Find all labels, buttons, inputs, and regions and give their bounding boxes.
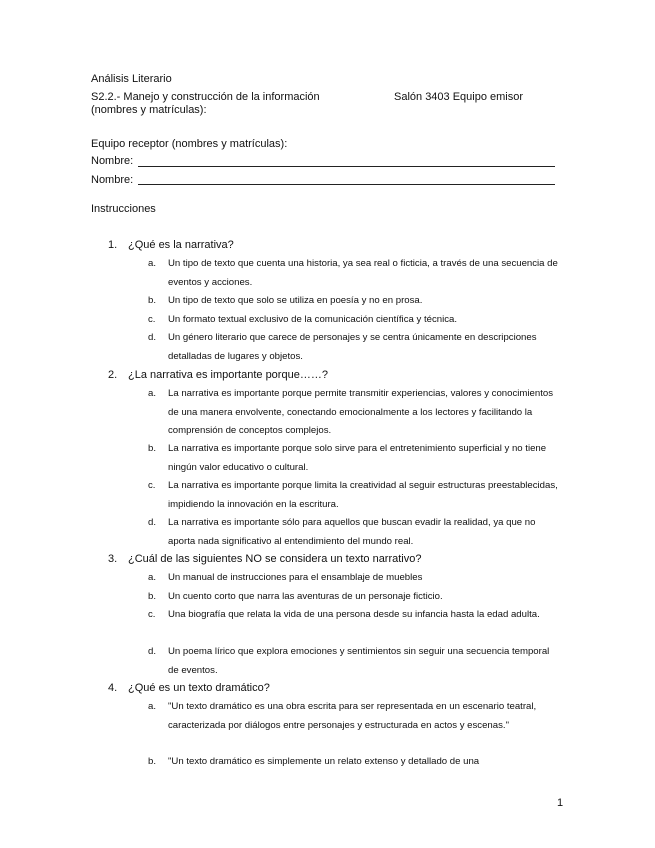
name1-line[interactable] [138, 166, 555, 167]
option-letter: d. [148, 332, 157, 343]
option-letter: d. [148, 517, 157, 528]
document-subtitle: S2.2.- Manejo y construcción de la información [91, 91, 320, 103]
option-text: Un género literario que carece de personajes y se centra únicamente en descripciones detalladas de lugares y objetos. [168, 332, 537, 362]
option-letter: a. [148, 572, 157, 583]
option-letter: b. [148, 756, 157, 767]
question-text: ¿Qué es un texto dramático? [128, 682, 270, 694]
option-text: Un tipo de texto que solo se utiliza en poesía y no en prosa. [168, 295, 423, 306]
instructions-heading: Instrucciones [91, 203, 156, 215]
question-number: 2. [108, 369, 118, 381]
question-1 [108, 239, 234, 251]
option-text: Un formato textual exclusivo de la comunicación científica y técnica. [168, 314, 458, 325]
option-letter: c. [148, 609, 156, 620]
option-letter: a. [148, 701, 157, 712]
name1-label: Nombre: [91, 155, 134, 167]
option-text: Un manual de instrucciones para el ensamblaje de muebles [168, 572, 423, 583]
option-letter: a. [148, 388, 157, 399]
option-text: Un cuento corto que narra las aventuras de un personaje ficticio. [168, 591, 443, 602]
option-text: La narrativa es importante porque limita la creatividad al seguir estructuras preestablecidas, impidiendo la innovación en la escritura. [168, 480, 558, 510]
option-text: La narrativa es importante porque solo sirve para el entretenimiento superficial y no tiene ningún valor educativo o cultural. [168, 443, 547, 473]
option-text: Una biografía que relata la vida de una persona desde su infancia hasta la edad adulta. [168, 609, 540, 620]
option-text: "Un texto dramático es simplemente un relato extenso y detallado de una [168, 756, 480, 767]
question-4 [108, 682, 270, 694]
option-letter: b. [148, 295, 157, 306]
option-text: "Un texto dramático es una obra escrita para ser representada en un escenario teatral, caracterizada por diálogos entre personajes y estructurada en actos y escenas." [168, 701, 537, 731]
option-letter: b. [148, 591, 157, 602]
question-text: ¿Cuál de las siguientes NO se considera un texto narrativo? [128, 553, 422, 565]
question-text: ¿Qué es la narrativa? [128, 239, 234, 251]
question-number: 3. [108, 553, 118, 565]
page-number: 1 [557, 797, 564, 809]
option-letter: c. [148, 480, 156, 491]
name2-label: Nombre: [91, 174, 134, 186]
classroom-info: Salón 3403 Equipo emisor [394, 91, 524, 103]
question-number: 1. [108, 239, 118, 251]
option-letter: d. [148, 646, 157, 657]
question-number: 4. [108, 682, 118, 694]
document-title: Análisis Literario [91, 73, 172, 85]
question-2 [108, 369, 328, 381]
question-text: ¿La narrativa es importante porque……? [128, 369, 328, 381]
option-text: La narrativa es importante sólo para aquellos que buscan evadir la realidad, ya que no aporta nada significativo al entendimiento del mundo real. [168, 517, 536, 547]
receptor-label: Equipo receptor (nombres y matrículas): [91, 138, 288, 150]
option-letter: a. [148, 258, 157, 269]
option-text: Un poema lírico que explora emociones y sentimientos sin seguir una secuencia temporal de eventos. [168, 646, 550, 676]
question-3 [108, 553, 422, 565]
option-letter: b. [148, 443, 157, 454]
option-letter: c. [148, 314, 156, 325]
option-text: La narrativa es importante porque permite transmitir experiencias, valores y conocimientos de una manera envolvente, conectando emocionalmente a los lectores y facilitando la comprensión de conceptos complejos. [168, 388, 553, 436]
names-note: (nombres y matrículas): [91, 104, 207, 116]
option-text: Un tipo de texto que cuenta una historia, ya sea real o ficticia, a través de una secuencia de eventos y acciones. [168, 258, 558, 288]
name2-line[interactable] [138, 184, 555, 185]
